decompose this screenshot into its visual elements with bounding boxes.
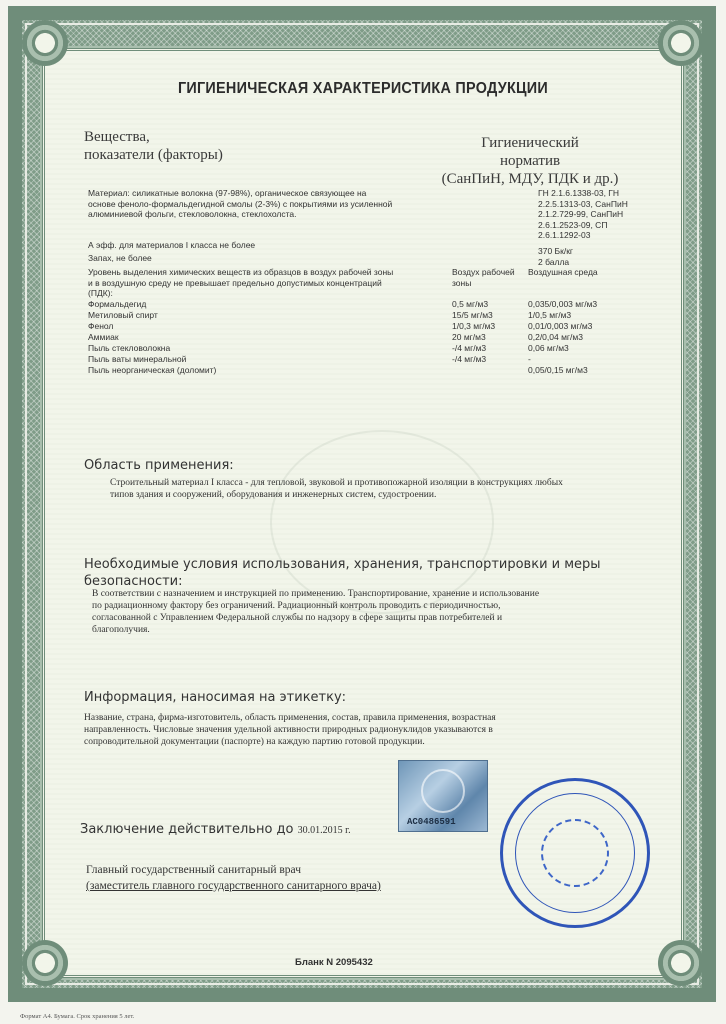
environment-value: 0,035/0,003 мг/м3 [528, 299, 598, 309]
conclusion-date: 30.01.2015 г. [297, 825, 351, 836]
environment-value: 0,05/0,15 мг/м3 [528, 365, 588, 375]
smell-value: 2 балла [538, 257, 570, 267]
corner-ornament-top-left [22, 20, 68, 66]
conclusion-label: Заключение действительно до 30.01.2015 г. [80, 822, 351, 837]
aeff-value: 370 Бк/кг [538, 246, 574, 256]
material-description: Материал: силикатные волокна (97-98%), органическое связующее на основе феноло-формальдегидной смолы (2-3%) с покрытиями из усиленной алюминиевой фольги, стекловолокна, стеклохолста. [88, 188, 393, 219]
substance-name: Пыль стекловолокна [88, 343, 171, 353]
security-hologram [398, 760, 488, 832]
environment-value: 1/0,5 мг/м3 [528, 310, 572, 320]
hologram-emblem-icon [421, 769, 465, 813]
environment-value: - [528, 354, 531, 364]
work-zone-value: 1/0,3 мг/м3 [452, 321, 496, 331]
corner-ornament-bottom-left [22, 940, 68, 986]
aeff-label: А эфф. для материалов I класса не более [88, 240, 256, 250]
scope-heading: Область применения: [84, 458, 234, 473]
signature-block [86, 862, 381, 894]
substance-table [88, 299, 648, 376]
col-head-environment: Воздушная среда [528, 267, 598, 277]
substance-name: Метиловый спирт [88, 310, 158, 320]
corner-ornament-bottom-right [658, 940, 704, 986]
conditions-heading: Необходимые условия использования, хранения, транспортировки и меры безопасности: [84, 557, 601, 589]
table-row [88, 321, 648, 332]
work-zone-value: -/4 мг/м3 [452, 354, 487, 364]
table-row [88, 354, 648, 365]
table-row [88, 343, 648, 354]
table-row [88, 365, 648, 376]
signature-title: Главный государственный санитарный врач [86, 864, 301, 876]
blank-number: Бланк N 2095432 [295, 957, 373, 968]
release-label: Уровень выделения химических веществ из образцов в воздух рабочей зоны и в воздушную среду не превышает предельно допустимых концентраций (ПДК): [88, 267, 394, 298]
substance-name: Аммиак [88, 332, 119, 342]
substance-name: Формальдегид [88, 299, 147, 309]
scope-text: Строительный материал I класса - для тепловой, звуковой и противопожарной изоляции в конструкциях любых типов здания и сооружений, оборудования и инженерных систем, судостроении. [110, 478, 563, 500]
conditions-text: В соответствии с назначением и инструкцией по применению. Транспортирование, хранение и использование по радиационному фактору без ограничений. Радиационный контроль проводить с периодичностью, согласованной с Управлением Федеральной службы по надзору в сфере защиты прав потребителей и благополучия. [92, 589, 540, 635]
table-row [88, 299, 648, 310]
column-header-norms: Гигиенический норматив (СанПиН, МДУ, ПДК и др.) [441, 135, 619, 187]
work-zone-value: 0,5 мг/м3 [452, 299, 489, 309]
substance-name: Пыль ваты минеральной [88, 354, 187, 364]
document-title: ГИГИЕНИЧЕСКАЯ ХАРАКТЕРИСТИКА ПРОДУКЦИИ [177, 80, 549, 97]
table-row [88, 310, 648, 321]
official-seal-stamp [500, 778, 650, 928]
hologram-code: AC0486591 [407, 817, 456, 827]
work-zone-value: 15/5 мг/м3 [452, 310, 493, 320]
footer-note: Формат А4. Бумага. Срок хранения 5 лет. [20, 1013, 135, 1020]
corner-ornament-top-right [658, 20, 704, 66]
environment-value: 0,01/0,003 мг/м3 [528, 321, 593, 331]
col-head-work-zone: Воздух рабочей зоны [452, 267, 515, 288]
work-zone-value: -/4 мг/м3 [452, 343, 487, 353]
table-row [88, 332, 648, 343]
label-info-heading: Информация, наносимая на этикетку: [84, 690, 347, 705]
environment-value: 0,2/0,04 мг/м3 [528, 332, 583, 342]
label-info-text: Название, страна, фирма-изготовитель, область применения, состав, правила применения, возрастная направленность. Числовые значения удельной активности природных радионуклидов указываются в сопроводительной документации (паспорте) на каждую партию готовой продукции. [84, 713, 496, 747]
material-standards: ГН 2.1.6.1338-03, ГН 2.2.5.1313-03, СанПиН 2.1.2.729-99, СанПиН 2.6.1.2523-09, СП 2.6.1.1292-03 [538, 188, 628, 240]
substance-name: Пыль неорганическая (доломит) [88, 365, 217, 375]
substance-name: Фенол [88, 321, 114, 331]
work-zone-value: 20 мг/м3 [452, 332, 486, 342]
signature-subtitle: (заместитель главного государственного санитарного врача) [86, 880, 381, 892]
smell-label: Запах, не более [88, 253, 152, 263]
column-header-substances: Вещества, показатели (факторы) [84, 129, 223, 163]
environment-value: 0,06 мг/м3 [528, 343, 569, 353]
